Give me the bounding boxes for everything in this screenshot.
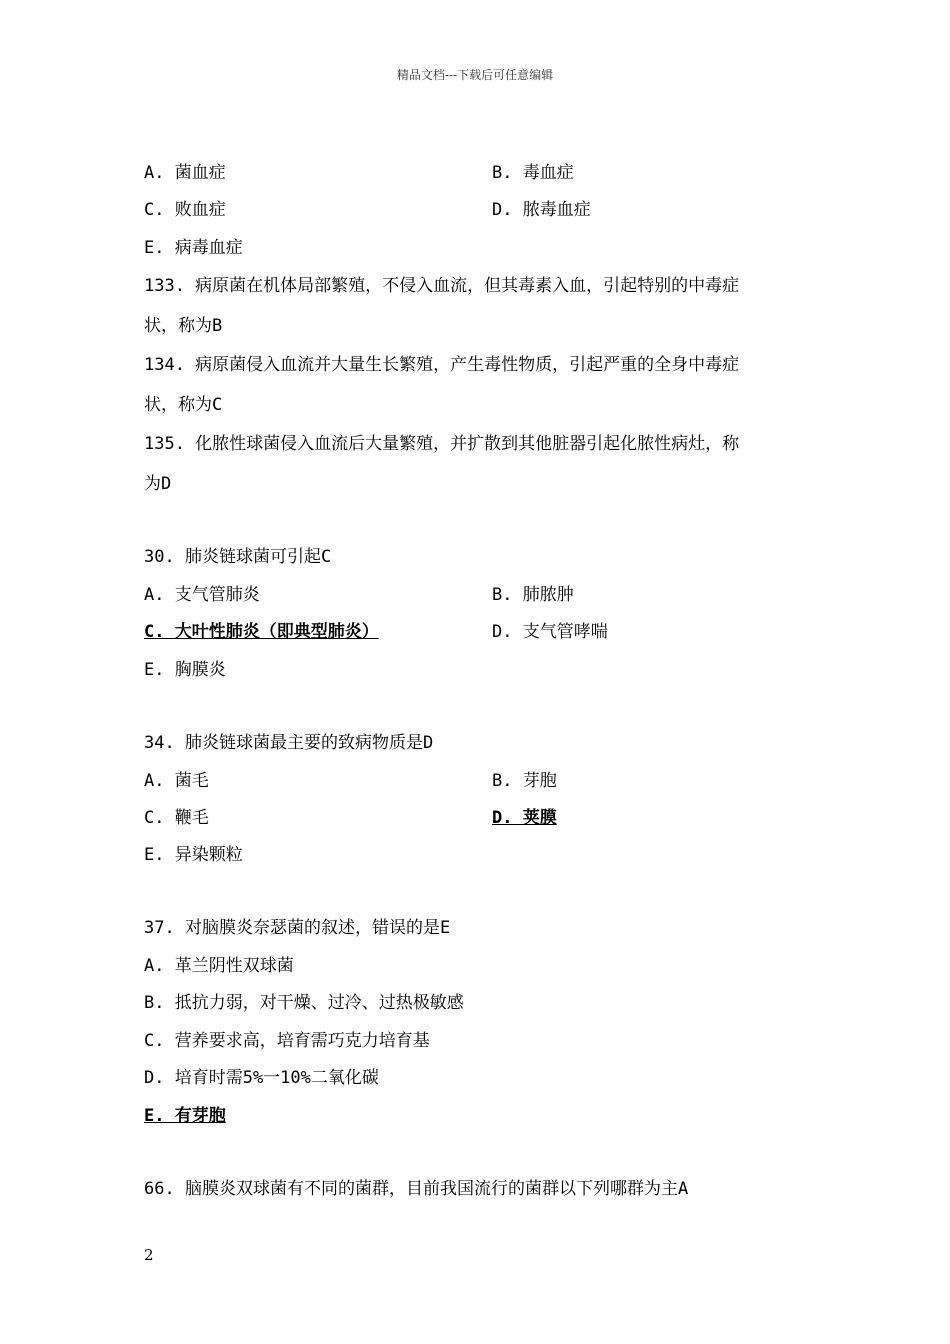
option-c-q30-answer: C. 大叶性肺炎（即典型肺炎） bbox=[144, 622, 379, 642]
option-d-q30: D. 支气管哮喘 bbox=[492, 622, 608, 642]
option-c-q34: C. 鞭毛 bbox=[144, 808, 209, 828]
question-37-stem: 37. 对脑膜炎奈瑟菌的叙述，错误的是E bbox=[144, 918, 451, 938]
option-b-q37: B. 抵抗力弱，对干燥、过冷、过热极敏感 bbox=[144, 993, 464, 1013]
page-number: 2 bbox=[144, 1246, 154, 1264]
question-133-line1: 133. 病原菌在机体局部繁殖，不侵入血流，但其毒素入血，引起特别的中毒症 bbox=[144, 276, 740, 296]
question-66-stem: 66. 脑膜炎双球菌有不同的菌群，目前我国流行的菌群以下列哪群为主A bbox=[144, 1179, 689, 1199]
option-e-q132: E. 病毒血症 bbox=[144, 238, 243, 258]
option-c-q37: C. 营养要求高，培育需巧克力培育基 bbox=[144, 1031, 430, 1051]
option-e-q30: E. 胸膜炎 bbox=[144, 660, 226, 680]
option-d-q132: D. 脓毒血症 bbox=[492, 200, 591, 220]
option-e-q37-answer: E. 有芽胞 bbox=[144, 1106, 226, 1126]
question-135-line2: 为D bbox=[144, 474, 172, 494]
page-header: 精品文档---下载后可任意编辑 bbox=[396, 68, 554, 82]
option-c-q132: C. 败血症 bbox=[144, 200, 226, 220]
option-a-q37: A. 革兰阴性双球菌 bbox=[144, 956, 294, 976]
option-d-q37: D. 培育时需5%一10%二氧化碳 bbox=[144, 1068, 379, 1088]
option-b-q34: B. 芽胞 bbox=[492, 771, 557, 791]
option-d-q34-answer: D. 荚膜 bbox=[492, 808, 557, 828]
option-a-q132: A. 菌血症 bbox=[144, 163, 226, 183]
question-134-line1: 134. 病原菌侵入血流并大量生长繁殖，产生毒性物质，引起严重的全身中毒症 bbox=[144, 355, 740, 375]
option-b-q132: B. 毒血症 bbox=[492, 163, 574, 183]
option-a-q34: A. 菌毛 bbox=[144, 771, 209, 791]
option-b-q30: B. 肺脓肿 bbox=[492, 585, 574, 605]
question-135-line1: 135. 化脓性球菌侵入血流后大量繁殖，并扩散到其他脏器引起化脓性病灶，称 bbox=[144, 434, 740, 454]
question-30-stem: 30. 肺炎链球菌可引起C bbox=[144, 547, 332, 567]
question-133-line2: 状，称为B bbox=[144, 316, 223, 336]
option-e-q34: E. 异染颗粒 bbox=[144, 845, 243, 865]
option-a-q30: A. 支气管肺炎 bbox=[144, 585, 260, 605]
question-34-stem: 34. 肺炎链球菌最主要的致病物质是D bbox=[144, 733, 434, 753]
question-134-line2: 状，称为C bbox=[144, 395, 223, 415]
